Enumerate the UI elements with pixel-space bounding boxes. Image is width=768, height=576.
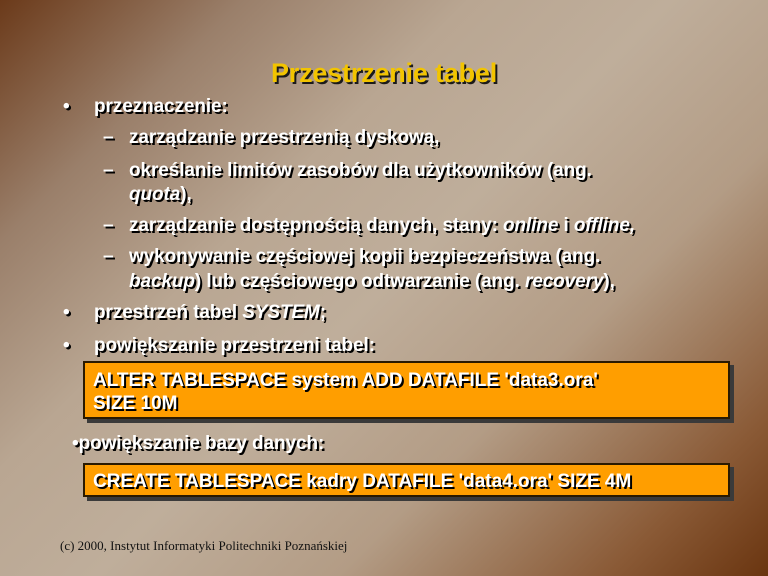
code-line: SIZE 10M — [93, 393, 178, 414]
subitem-limits: określanie limitów zasobów dla użytkowników (ang. — [129, 160, 592, 181]
code-line: CREATE TABLESPACE kadry DATAFILE 'data4.ora' SIZE 4M — [93, 471, 632, 492]
footer-copyright: (c) 2000, Instytut Informatyki Politechniki Poznańskiej — [60, 538, 348, 553]
bullet-dot: • — [63, 302, 70, 323]
subitem-availability: zarządzanie dostępnością danych, stany: online i offline, — [129, 215, 636, 236]
dash: – — [103, 246, 114, 267]
bullet-przeznaczenie: przeznaczenie: — [94, 96, 228, 117]
dash: – — [103, 215, 114, 236]
subitem-limits-cont: quota), — [129, 184, 192, 205]
code-line: ALTER TABLESPACE system ADD DATAFILE 'data3.ora' — [93, 370, 598, 391]
code-box-create — [83, 463, 730, 497]
subitem-backup-cont: backup) lub częściowego odtwarzanie (ang. recovery), — [129, 271, 615, 292]
subitem-backup: wykonywanie częściowej kopii bezpieczeństwa (ang. — [129, 246, 601, 267]
bullet-system: przestrzeń tabel SYSTEM; — [94, 302, 326, 323]
subitem-disk: zarządzanie przestrzenią dyskową, — [129, 127, 440, 148]
dash: – — [103, 160, 114, 181]
bullet-powiekszanie: powiększanie przestrzeni tabel: — [94, 335, 375, 356]
dash: – — [103, 127, 114, 148]
bullet-baza: •powiększanie bazy danych: — [72, 433, 325, 454]
slide-title: Przestrzenie tabel — [271, 58, 497, 88]
bullet-dot: • — [63, 335, 70, 356]
bullet-dot: • — [63, 96, 70, 117]
code-box-alter — [83, 361, 730, 419]
